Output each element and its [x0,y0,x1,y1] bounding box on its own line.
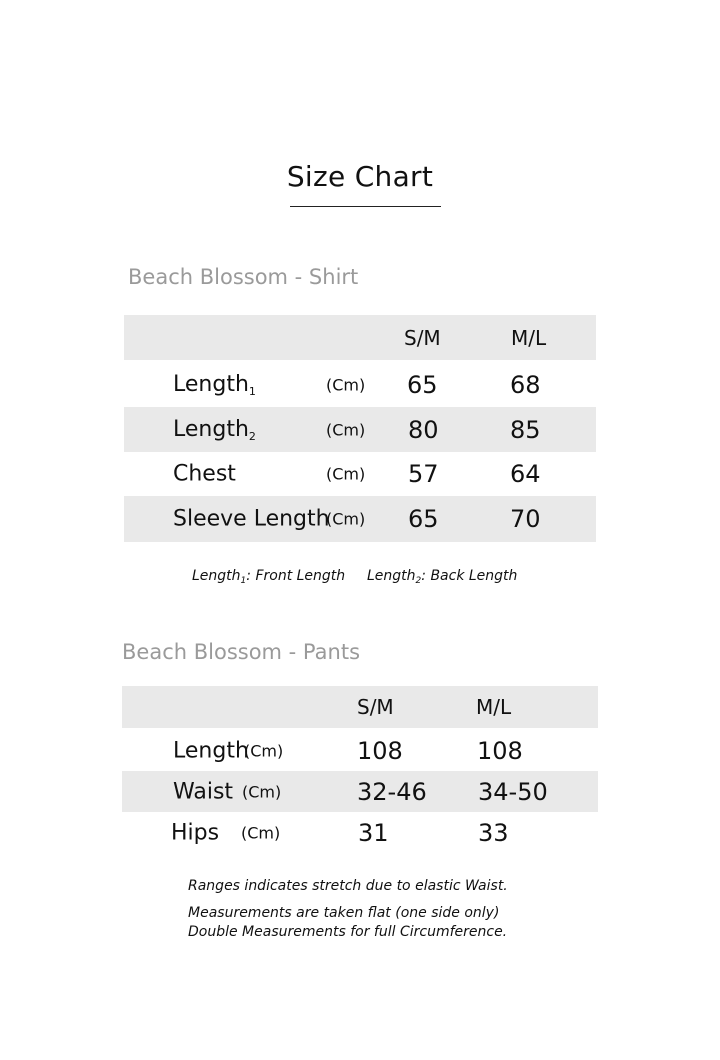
title-underline [290,206,441,207]
value-sm: 57 [408,460,439,488]
pants-note-stretch: Ranges indicates stretch due to elastic Waist. [188,878,508,894]
row-unit: (Cm) [326,420,366,439]
value-ml: 68 [510,371,541,399]
row-unit: (Cm) [326,464,366,484]
value-ml: 85 [510,415,541,444]
value-sm: 31 [358,819,389,847]
shirt-size-table [124,315,596,542]
shirt-row-length-front [124,363,596,407]
value-ml: 33 [478,819,509,847]
pants-size-header-sm: S/M [357,695,394,719]
row-unit: (Cm) [242,782,282,801]
pants-note-circumference: Double Measurements for full Circumference. [188,924,508,940]
shirt-size-header-sm: S/M [404,325,441,350]
pants-row-waist [122,771,598,812]
row-label: Hips [171,820,220,846]
row-unit: (Cm) [241,823,281,843]
value-ml: 108 [477,737,523,765]
value-ml: 70 [510,505,541,533]
shirt-header-row [124,315,596,360]
shirt-footnote-front: Length$_1$: Front Length [192,568,346,586]
row-label: Length [173,738,249,764]
shirt-row-sleeve-length [124,496,596,542]
row-unit: (Cm) [326,509,366,529]
value-sm: 65 [408,505,439,533]
pants-section-heading: Beach Blossom - Pants [122,640,361,664]
row-unit: (Cm) [326,375,366,395]
shirt-section-heading: Beach Blossom - Shirt [128,265,359,289]
pants-size-table [122,686,598,854]
row-label: Waist [173,779,234,804]
pants-note-flat: Measurements are taken flat (one side only) [188,905,500,921]
value-sm: 80 [408,415,439,444]
row-label: Sleeve Length [173,506,330,532]
row-label: Length$_2$ [173,416,256,443]
pants-header-row [122,686,598,728]
value-sm: 108 [357,737,403,765]
row-label: Chest [173,461,236,487]
value-sm: 32-46 [357,777,427,806]
value-ml: 64 [510,460,541,488]
shirt-row-length-back [124,407,596,452]
pants-row-length [122,731,598,771]
pants-row-hips [122,812,598,854]
page-title: Size Chart [286,160,434,193]
value-ml: 34-50 [478,777,548,806]
shirt-row-chest [124,452,596,496]
shirt-footnote-back: Length$_2$: Back Length [367,568,518,586]
row-label: Length$_1$ [173,372,256,398]
value-sm: 65 [407,371,438,399]
shirt-size-header-ml: M/L [511,325,547,350]
row-unit: (Cm) [244,741,284,761]
pants-size-header-ml: M/L [476,695,512,719]
